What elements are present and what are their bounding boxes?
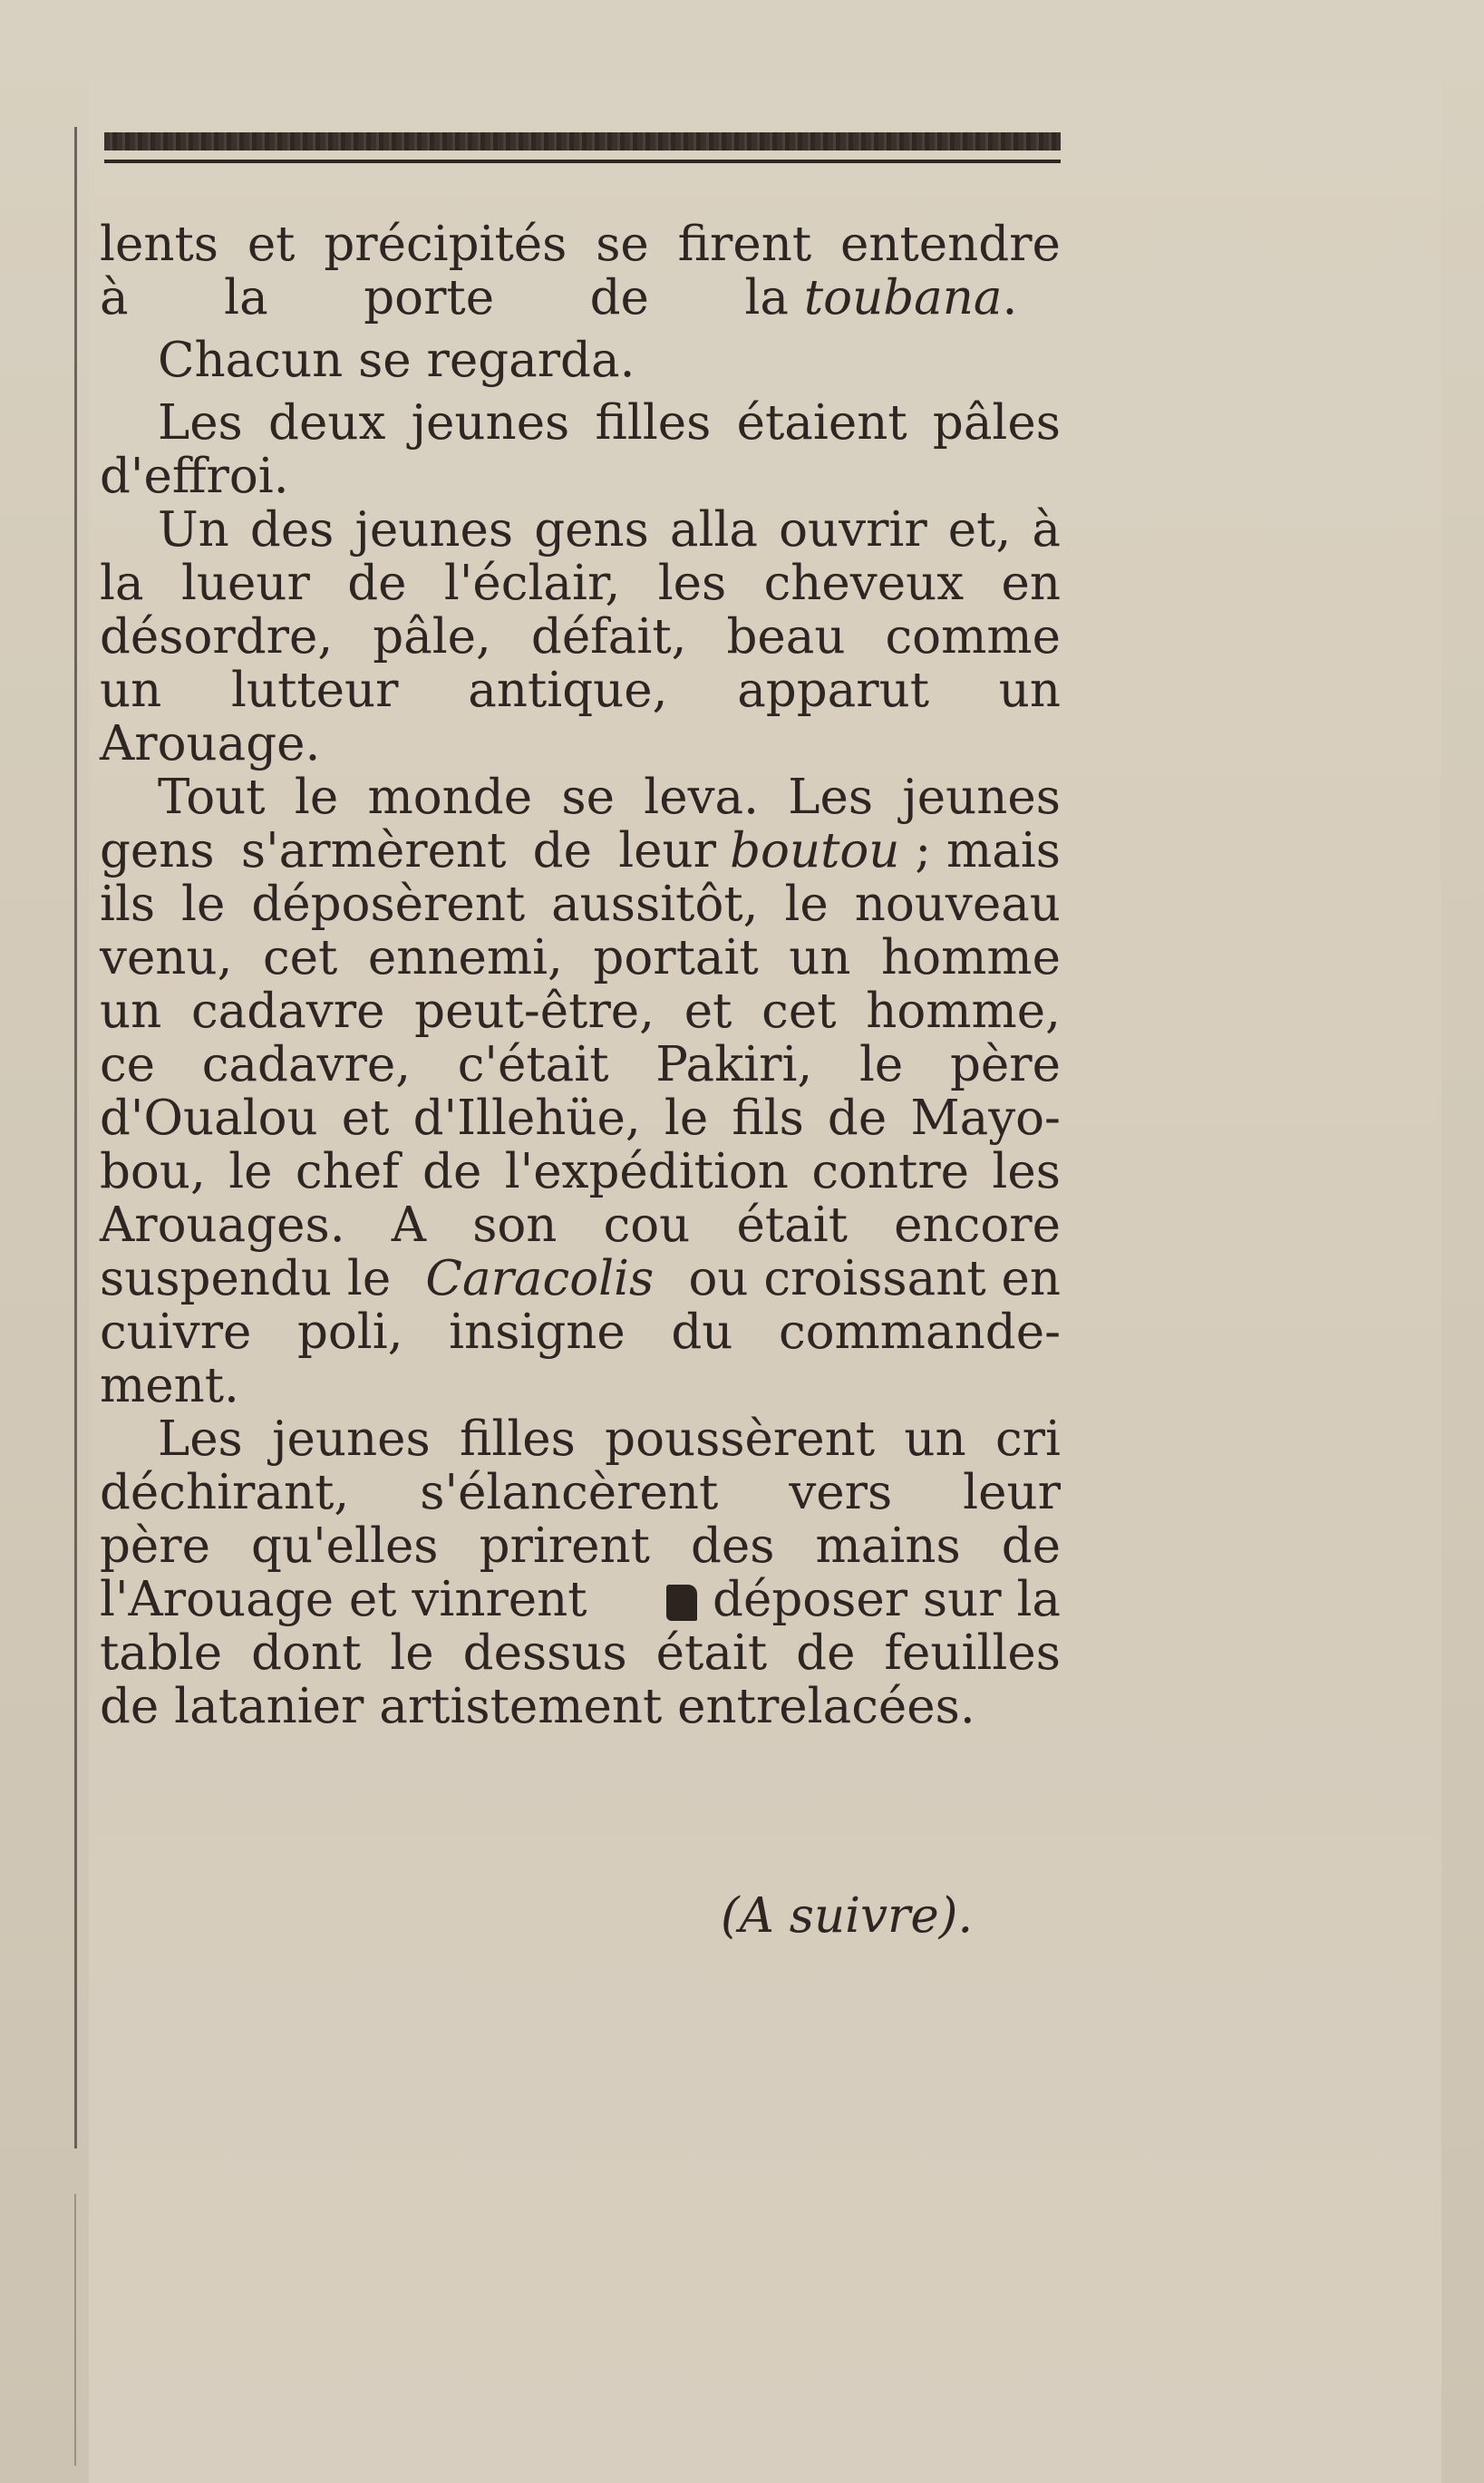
word: l'éclair, (443, 556, 621, 611)
word: jeunes (411, 395, 570, 451)
word: prirent (479, 1518, 650, 1574)
word: A (391, 1198, 427, 1253)
word: jeunes (354, 502, 514, 558)
word: de (827, 1091, 887, 1146)
text-line (100, 771, 1061, 824)
column-margin-rule (74, 127, 77, 2148)
word: pâles (932, 395, 1061, 451)
word: bou, (100, 1144, 206, 1199)
word: cadavre, (201, 1037, 412, 1092)
ink-blot (666, 1585, 697, 1621)
word: Pakiri, (655, 1037, 813, 1092)
word: dont (251, 1625, 362, 1681)
word: alla (669, 502, 759, 558)
word: homme (881, 930, 1061, 985)
text-line (100, 664, 1061, 717)
word: chef (295, 1144, 400, 1199)
word: des (690, 1518, 775, 1574)
word: et (684, 984, 732, 1039)
word: la (100, 556, 144, 611)
header-thin-rule (104, 160, 1061, 163)
word: à (100, 270, 129, 325)
word: de (1001, 1518, 1061, 1574)
word: du (671, 1305, 733, 1360)
word: cet (761, 984, 837, 1039)
word: les (657, 556, 727, 611)
word: était (655, 1625, 768, 1681)
word: l'expédition (504, 1144, 789, 1199)
word: la (744, 270, 789, 325)
text-line (100, 610, 1061, 664)
word: et, (947, 502, 1012, 558)
word: aussitôt, (551, 877, 759, 932)
text-line (100, 1091, 1061, 1145)
word: filles (595, 395, 712, 451)
text-line (100, 1626, 1061, 1680)
word: monde (367, 770, 533, 825)
text-line: Chacun se regarda. (158, 333, 635, 388)
word: cet (262, 930, 338, 985)
text-line: de latanier artistement entrelacées. (100, 1679, 975, 1734)
text-line (100, 218, 1061, 271)
to-be-continued: (A suivre). (721, 1888, 974, 1944)
column-margin-rule-lower (74, 2194, 76, 2466)
text-line: à la porte de la toubana. (100, 270, 1018, 325)
word: qu'elles (251, 1518, 439, 1574)
word: table (100, 1625, 223, 1681)
word: jeunes (902, 770, 1061, 825)
word: désordre, (100, 609, 334, 664)
word: peut-être, (414, 984, 655, 1039)
text-line (100, 557, 1061, 610)
word: encore (894, 1198, 1061, 1253)
word: Un (158, 502, 229, 558)
word: ce (100, 1037, 156, 1092)
word: dessus (462, 1625, 627, 1681)
text-line (100, 1305, 1061, 1359)
word: s'armèrent (240, 823, 507, 878)
word: et (341, 1091, 390, 1146)
word: Arouages. (100, 1198, 345, 1253)
word: fils (732, 1091, 804, 1146)
word: étaient (736, 395, 907, 451)
word: Tout (158, 770, 266, 825)
word: poussèrent (605, 1411, 876, 1467)
word: Les (158, 1411, 243, 1467)
word: un (789, 930, 851, 985)
word: cheveux (763, 556, 965, 611)
word: lutteur (230, 663, 399, 718)
word: nouveau (854, 877, 1061, 932)
word: commande- (778, 1305, 1061, 1360)
word: comme (885, 609, 1061, 664)
word: le (390, 1625, 434, 1681)
text-line (100, 1412, 1061, 1466)
word: lents (100, 217, 218, 272)
word: cuivre (100, 1305, 252, 1360)
word: déposèrent (251, 877, 526, 932)
word: de (422, 1144, 482, 1199)
word: le (181, 877, 226, 932)
text-line: ment. (100, 1358, 239, 1413)
text-line: d'effroi. (100, 449, 289, 504)
word: leur (618, 823, 716, 878)
text-line (100, 503, 1061, 557)
text-line (100, 1519, 1061, 1573)
word: feuilles (884, 1625, 1061, 1681)
word: filles (460, 1411, 576, 1467)
text-line: suspendu le Caracolis ou croissant en (100, 1251, 1061, 1306)
word: un (998, 663, 1061, 718)
word: se (561, 770, 615, 825)
word: des (249, 502, 335, 558)
word: Mayo- (910, 1091, 1061, 1146)
text-line (100, 931, 1061, 984)
word: s'élancèrent (420, 1465, 719, 1520)
word: deux (268, 395, 386, 451)
word: firent (677, 217, 812, 272)
word: poli, (296, 1305, 403, 1360)
word: un (904, 1411, 966, 1467)
word: se (596, 217, 649, 272)
word: le (294, 770, 339, 825)
word: et (247, 217, 296, 272)
word: lueur (180, 556, 310, 611)
word: les (992, 1144, 1061, 1199)
word: porte (364, 270, 495, 325)
word: ouvrir (779, 502, 927, 558)
word: antique, (468, 663, 668, 718)
word: le (228, 1144, 273, 1199)
word: le (784, 877, 829, 932)
word: père (100, 1518, 210, 1574)
text-line: l'Arouage et vinrent déposer sur la (100, 1572, 1061, 1627)
word: en (1001, 556, 1061, 611)
text-line: gens s'armèrent de leur boutou ; mais (100, 823, 1061, 878)
word: son (472, 1198, 558, 1253)
word: entendre (840, 217, 1061, 272)
word: précipités (324, 217, 567, 272)
word: beau (726, 609, 846, 664)
word: c'était (457, 1037, 609, 1092)
word: portait (593, 930, 759, 985)
word: contre (811, 1144, 970, 1199)
word: la (224, 270, 268, 325)
word: de (589, 270, 649, 325)
word: cou (603, 1198, 691, 1253)
word: déchirant, (100, 1465, 350, 1520)
word: Les (788, 770, 874, 825)
word: de (532, 823, 592, 878)
word: venu, (100, 930, 233, 985)
text-line (100, 1466, 1061, 1519)
word: cadavre (191, 984, 385, 1039)
word: cri (994, 1411, 1061, 1467)
text-line: Arouage. (100, 716, 321, 771)
word: d'Oualou (100, 1091, 318, 1146)
text-line (100, 1038, 1061, 1091)
word: gens (534, 502, 649, 558)
word: leva. (644, 770, 759, 825)
word: gens (100, 823, 215, 878)
text-line (100, 1198, 1061, 1252)
word: d'Illehüe, (412, 1091, 641, 1146)
word: apparut (737, 663, 930, 718)
article-column (100, 218, 1061, 1733)
word: Les (158, 395, 243, 451)
text-line (100, 396, 1061, 450)
word: mains (815, 1518, 961, 1574)
header-ornamental-rule (104, 132, 1061, 150)
word: père (949, 1037, 1061, 1092)
word: pâle, (373, 609, 491, 664)
word: à (1032, 502, 1061, 558)
word: le (858, 1037, 904, 1092)
word: défait, (530, 609, 687, 664)
word: leur (963, 1465, 1061, 1520)
text-line (100, 878, 1061, 931)
word: homme, (866, 984, 1061, 1039)
word: était (736, 1198, 848, 1253)
word: jeunes (272, 1411, 431, 1467)
word: de (796, 1625, 856, 1681)
text-line (100, 984, 1061, 1038)
word: ils (100, 877, 156, 932)
text-line (100, 1145, 1061, 1198)
word: vers (789, 1465, 893, 1520)
word: un (100, 984, 162, 1039)
word: le (664, 1091, 709, 1146)
word: insigne (449, 1305, 626, 1360)
word: ennemi, (367, 930, 563, 985)
word: un (100, 663, 162, 718)
word: de (347, 556, 407, 611)
